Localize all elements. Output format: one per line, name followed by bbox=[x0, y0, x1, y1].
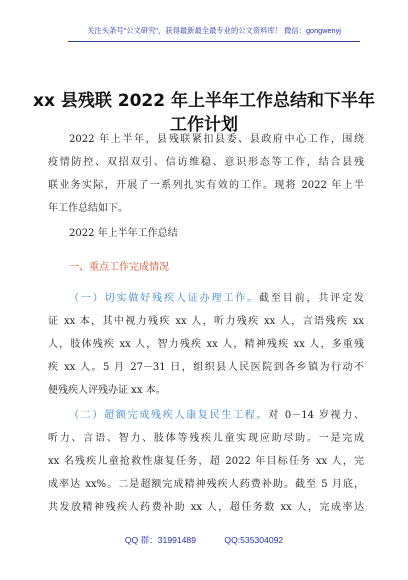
intro-paragraph bbox=[48, 128, 364, 220]
subsection-line: 人，肢体残疾 xx 人，智力残疾 xx 人，精神残疾 xx 人，多重残 bbox=[48, 339, 364, 350]
intro-line: 2022 年上半年，县残联紧扣县委、县政府中心工作，围绕 bbox=[69, 134, 364, 145]
footer-contact bbox=[0, 534, 408, 546]
subsection-line: 便残疾人评残办证 xx 本。 bbox=[48, 385, 166, 396]
summary-label: 2022 年上半年工作总结 bbox=[69, 228, 178, 239]
subsection-rehabilitation bbox=[48, 404, 364, 519]
subsection-line: 证 xx 本，其中视力残疾 xx 人，听力残疾 xx 人，言语残疾 xx bbox=[48, 316, 364, 327]
header-banner bbox=[68, 24, 360, 42]
subsection-disability-certificate bbox=[48, 287, 364, 402]
subsection-first-line bbox=[48, 287, 364, 310]
document-title-line-2: 工作计划 bbox=[170, 115, 238, 135]
intro-line: 年工作总结如下。 bbox=[48, 203, 128, 214]
header-banner-text: 关注头条号"公文研究"，获得最新最全最专业的公文资料库！ 微信：gongwenyj bbox=[87, 26, 341, 35]
footer-qq-number: QQ:535304092 bbox=[224, 535, 284, 545]
section-heading-key-work: 一、重点工作完成情况 bbox=[69, 262, 169, 273]
subsection-line: xx 名残疾儿童抢救性康复任务，超 2022 年目标任务 xx 人，完 bbox=[48, 456, 364, 467]
document-title-line-1: xx 县残联 2022 年上半年工作总结和下半年 bbox=[33, 91, 375, 111]
subsection-title: （一）切实做好残疾人证办理工作。 bbox=[69, 293, 259, 304]
subsection-text: 截至目前，共评定发 bbox=[259, 293, 364, 304]
footer-qq-group: QQ 群：31991489 bbox=[124, 535, 196, 545]
subsection-line: 听力、言语、智力、肢体等残疾儿童实现应助尽助。一是完成 bbox=[48, 433, 364, 444]
subsection-text: 对 0－14 岁视力、 bbox=[268, 410, 364, 421]
intro-line: 疫情防控、双招双引、信访维稳、意识形态等工作，结合县残 bbox=[48, 157, 364, 168]
subsection-title: （二）超额完成残疾人康复民生工程。 bbox=[69, 410, 269, 421]
subsection-line: 疾 xx 人。5 月 27－31 日，组织县人民医院到各乡镇为行动不 bbox=[48, 362, 364, 373]
subsection-line: 共发放精神残疾人药费补助 xx 人，超任务数 xx 人，完成率达 bbox=[48, 502, 364, 513]
subsection-first-line bbox=[48, 404, 364, 427]
intro-line: 联业务实际，开展了一系列扎实有效的工作。现将 2022 年上半 bbox=[48, 180, 364, 191]
subsection-line: 成率达 xx%。二是超额完成精神残疾人药费补助。截至 5 月底， bbox=[48, 479, 364, 490]
